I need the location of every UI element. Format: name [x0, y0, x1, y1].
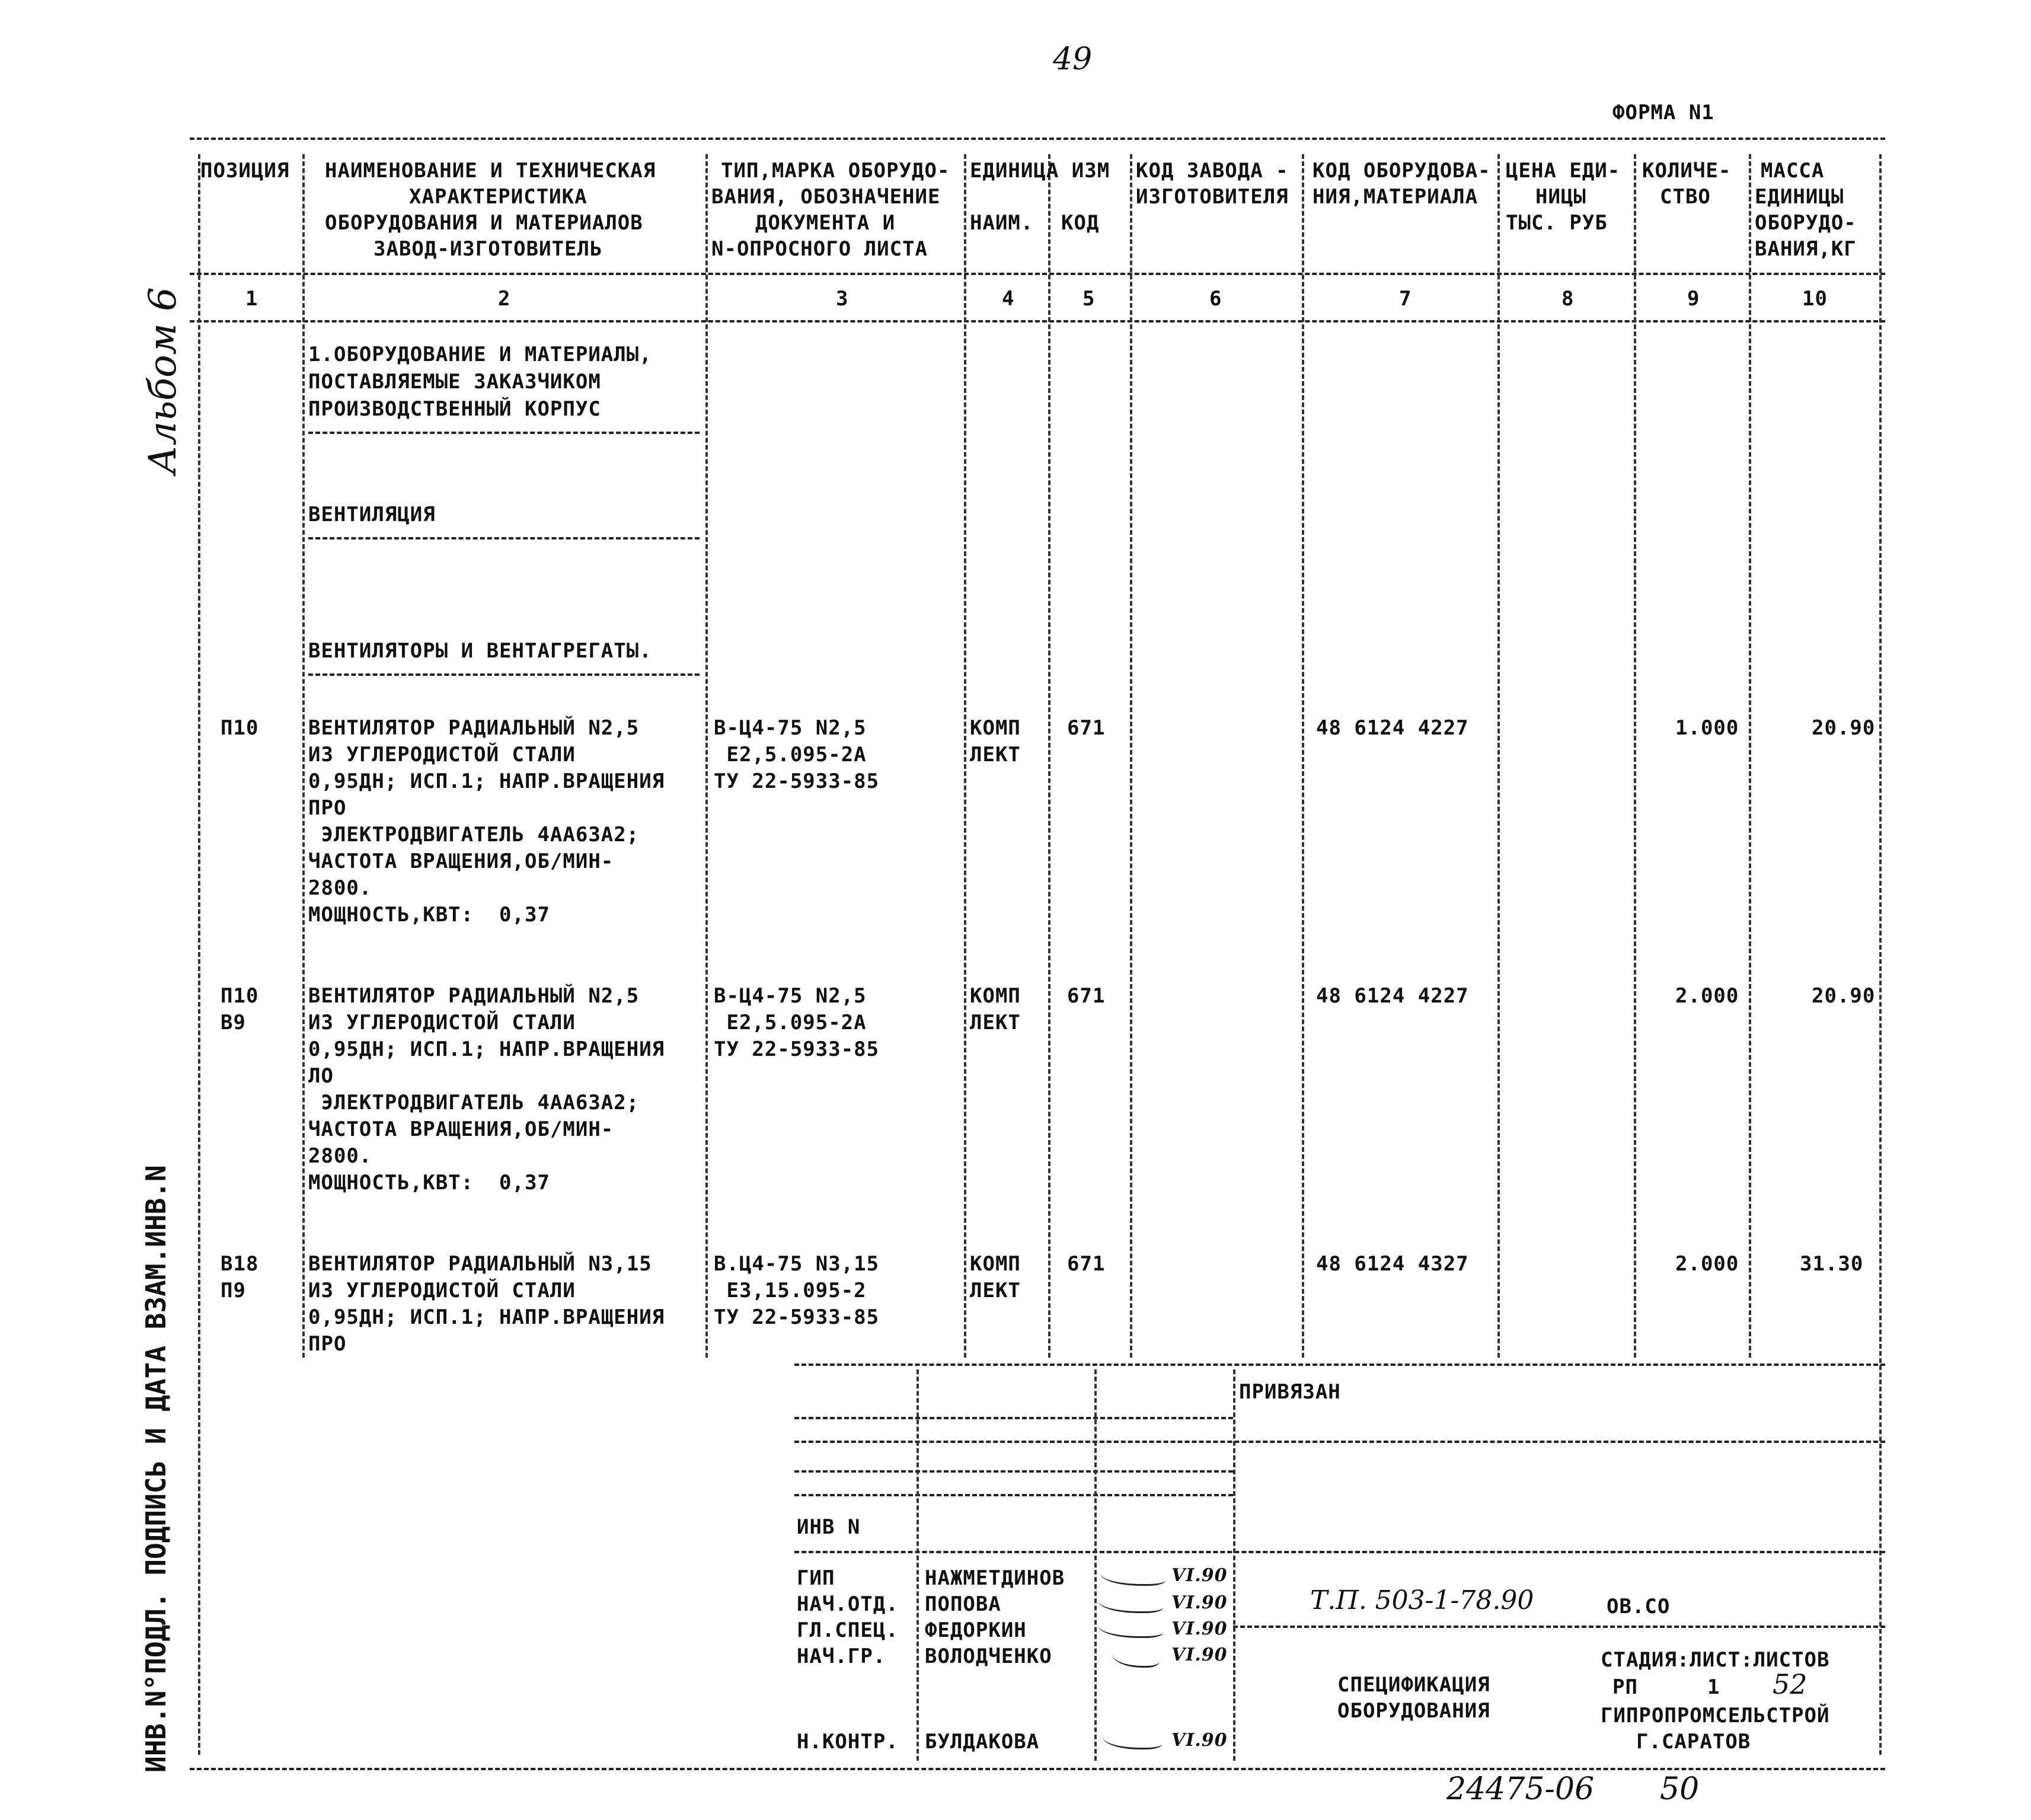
item-type-line: Е2,5.095-2А: [714, 743, 867, 767]
section-heading: ВЕНТИЛЯЦИЯ: [308, 503, 436, 526]
col-number: 9: [1687, 287, 1700, 311]
col-sep: [1048, 154, 1050, 1358]
item-type-line: ТУ 22-5933-85: [714, 1305, 880, 1329]
footer-page: 50: [1660, 1771, 1700, 1807]
stamp-sep: [1094, 1369, 1097, 1761]
item-unit: ЛЕКТ: [970, 1011, 1021, 1034]
item-name-line: ИЗ УГЛЕРОДИСТОЙ СТАЛИ: [308, 1279, 576, 1302]
item-type-line: Е2,5.095-2А: [714, 1011, 867, 1034]
item-unit: КОМП: [970, 984, 1021, 1008]
header-col10-line2: ЕДИНИЦЫ: [1755, 185, 1844, 209]
item-mass: 20.90: [1812, 716, 1876, 740]
stamp-sep: [1233, 1369, 1235, 1761]
col-sep: [1634, 154, 1636, 1358]
item-name-line: МОЩНОСТЬ,КВТ: 0,37: [308, 1171, 550, 1195]
table-bottom-line: [190, 1768, 1885, 1770]
header-unit-code: КОД: [1061, 211, 1100, 235]
col-sep: [1130, 154, 1132, 1358]
col-sep: [1749, 154, 1751, 1358]
item-mass: 31.30: [1800, 1252, 1864, 1276]
item-mass: 20.90: [1812, 984, 1876, 1008]
item-type-line: ТУ 22-5933-85: [714, 769, 880, 793]
item-unit: ЛЕКТ: [970, 1279, 1021, 1302]
col-sep: [964, 154, 966, 1358]
item-equip-code: 48 6124 4227: [1316, 716, 1469, 740]
project-code: Т.П. 503-1-78.90: [1310, 1585, 1534, 1615]
stamp-person: ПОПОВА: [925, 1592, 1001, 1616]
item-code: 671: [1067, 984, 1106, 1008]
item-name-line: 2800.: [308, 876, 372, 900]
col-number: 8: [1561, 287, 1575, 311]
privyazan-label: ПРИВЯЗАН: [1239, 1380, 1341, 1404]
stamp-sep: [916, 1369, 919, 1761]
header-col3-line3: ДОКУМЕНТА И: [755, 211, 896, 235]
form-label: ФОРМА N1: [1612, 101, 1714, 124]
item-name-line: ЭЛЕКТРОДВИГАТЕЛЬ 4АА63А2;: [308, 1091, 640, 1115]
stamp-line: [794, 1441, 1885, 1443]
item-code: 671: [1067, 716, 1106, 740]
stamp-date: VI.90: [1171, 1618, 1228, 1639]
item-type-line: ТУ 22-5933-85: [714, 1037, 880, 1061]
stage-header: СТАДИЯ:ЛИСТ:ЛИСТОВ: [1601, 1648, 1830, 1672]
stamp-role: ГИП: [797, 1566, 835, 1590]
header-col6-line2: ИЗГОТОВИТЕЛЯ: [1136, 185, 1289, 209]
section-heading: 1.ОБОРУДОВАНИЕ И МАТЕРИАЛЫ,: [308, 343, 652, 366]
col-number: 3: [836, 287, 849, 311]
header-col10-line3: ОБОРУДО-: [1755, 211, 1857, 235]
item-equip-code: 48 6124 4227: [1316, 984, 1469, 1008]
stamp-side-label: ИНВ.N°ПОДЛ. ПОДПИСЬ И ДАТА ВЗАМ.ИНВ.N: [140, 1165, 172, 1773]
item-position: П10: [221, 984, 259, 1008]
stamp-person: ФЕДОРКИН: [925, 1618, 1027, 1642]
item-position: В9: [221, 1011, 246, 1034]
item-name-line: ЛО: [308, 1064, 334, 1088]
doc-title: ОБОРУДОВАНИЯ: [1337, 1699, 1490, 1723]
item-name-line: 0,95ДН; ИСП.1; НАПР.ВРАЩЕНИЯ: [308, 1037, 665, 1061]
stamp-line: [1233, 1626, 1885, 1628]
sheet-value: 1: [1707, 1675, 1720, 1699]
col-number: 4: [1002, 287, 1015, 311]
header-col8-line3: ТЫС. РУБ: [1506, 211, 1608, 235]
sheets-value: 52: [1773, 1668, 1808, 1700]
col-sep: [1879, 154, 1882, 1755]
doc-code: ОВ.СО: [1607, 1595, 1671, 1618]
header-bottom-line: [190, 273, 1885, 275]
col-sep: [198, 154, 200, 1755]
footer-number: 24475-06: [1446, 1771, 1595, 1807]
item-name-line: МОЩНОСТЬ,КВТ: 0,37: [308, 903, 550, 927]
item-name-line: 2800.: [308, 1144, 372, 1168]
item-type-line: Е3,15.095-2: [714, 1279, 867, 1302]
section-underline: [308, 673, 700, 676]
album-label: Альбом 6: [141, 287, 185, 474]
item-name-line: ИЗ УГЛЕРОДИСТОЙ СТАЛИ: [308, 743, 576, 767]
col-sep: [1497, 154, 1500, 1358]
col-number: 2: [498, 287, 511, 311]
header-col6-line1: КОД ЗАВОДА -: [1136, 159, 1289, 183]
signature: [1100, 1566, 1165, 1586]
item-name-line: ЭЛЕКТРОДВИГАТЕЛЬ 4АА63А2;: [308, 823, 640, 847]
col-sep: [302, 154, 305, 1358]
stamp-date: VI.90: [1171, 1730, 1228, 1751]
header-col10-line4: ВАНИЯ,КГ: [1755, 237, 1857, 261]
col-number: 5: [1082, 287, 1096, 311]
stamp-line: [794, 1494, 1233, 1496]
signature: [1112, 1646, 1160, 1668]
stamp-date: VI.90: [1171, 1645, 1228, 1665]
stage-value: РП: [1612, 1675, 1638, 1699]
header-col2-line1: НАИМЕНОВАНИЕ И ТЕХНИЧЕСКАЯ: [325, 159, 656, 183]
header-col7-line2: НИЯ,МАТЕРИАЛА: [1313, 185, 1478, 209]
item-qty: 2.000: [1675, 1252, 1739, 1276]
stamp-person: ВОЛОДЧЕНКО: [925, 1645, 1052, 1668]
item-name-line: ВЕНТИЛЯТОР РАДИАЛЬНЫЙ N2,5: [308, 984, 640, 1008]
section-heading: ВЕНТИЛЯТОРЫ И ВЕНТАГРЕГАТЫ.: [308, 639, 652, 663]
col-sep: [1302, 154, 1304, 1358]
stamp-date: VI.90: [1171, 1592, 1228, 1613]
col-sep: [705, 154, 708, 1358]
header-col3-line1: ТИП,МАРКА ОБОРУДО-: [721, 159, 950, 183]
header-col1: ПОЗИЦИЯ: [200, 159, 290, 183]
header-col9-line1: КОЛИЧЕ-: [1642, 159, 1732, 183]
item-unit: КОМП: [970, 716, 1021, 740]
stamp-date: VI.90: [1171, 1565, 1228, 1586]
numbers-bottom-line: [190, 320, 1885, 323]
header-col9-line2: СТВО: [1660, 185, 1711, 209]
header-col2-line3: ОБОРУДОВАНИЯ И МАТЕРИАЛОВ: [325, 211, 643, 235]
section-underline: [308, 537, 700, 539]
header-col8-line2: НИЦЫ: [1535, 185, 1586, 209]
col-number: 6: [1209, 287, 1222, 311]
stamp-top-line: [794, 1364, 1885, 1366]
item-code: 671: [1067, 1252, 1106, 1276]
item-name-line: ПРО: [308, 796, 347, 820]
signature: [1098, 1594, 1163, 1613]
page-number: 49: [1053, 41, 1093, 77]
item-name-line: ИЗ УГЛЕРОДИСТОЙ СТАЛИ: [308, 1011, 576, 1034]
stamp-person: НАЖМЕТДИНОВ: [925, 1566, 1065, 1590]
org-city: Г.САРАТОВ: [1636, 1730, 1751, 1754]
section-heading: ПОСТАВЛЯЕМЫЕ ЗАКАЗЧИКОМ: [308, 370, 601, 394]
col-number: 10: [1802, 287, 1828, 311]
col-number: 7: [1399, 287, 1412, 311]
item-name-line: 0,95ДН; ИСП.1; НАПР.ВРАЩЕНИЯ: [308, 769, 665, 793]
item-qty: 1.000: [1675, 716, 1739, 740]
header-col10-line1: МАССА: [1761, 159, 1825, 183]
signature: [1098, 1618, 1163, 1638]
section-heading: ПРОИЗВОДСТВЕННЫЙ КОРПУС: [308, 397, 601, 421]
item-position: П9: [221, 1279, 246, 1302]
doc-title: СПЕЦИФИКАЦИЯ: [1337, 1673, 1490, 1697]
item-name-line: 0,95ДН; ИСП.1; НАПР.ВРАЩЕНИЯ: [308, 1305, 665, 1329]
item-name-line: ПРО: [308, 1332, 347, 1356]
stamp-role: Н.КОНТР.: [797, 1730, 899, 1754]
item-name-line: ВЕНТИЛЯТОР РАДИАЛЬНЫЙ N3,15: [308, 1252, 652, 1276]
stamp-role: НАЧ.ГР.: [797, 1645, 886, 1668]
signature: [1103, 1730, 1162, 1749]
stamp-role: ГЛ.СПЕЦ.: [797, 1618, 899, 1642]
item-type-line: В.Ц4-75 N3,15: [714, 1252, 880, 1276]
item-unit: ЛЕКТ: [970, 743, 1021, 767]
item-position: П10: [221, 716, 259, 740]
item-name-line: ВЕНТИЛЯТОР РАДИАЛЬНЫЙ N2,5: [308, 716, 640, 740]
header-unit-name: НАИМ.: [970, 211, 1034, 235]
item-type-line: В-Ц4-75 N2,5: [714, 984, 867, 1008]
item-name-line: ЧАСТОТА ВРАЩЕНИЯ,ОБ/МИН-: [308, 1117, 614, 1141]
item-equip-code: 48 6124 4327: [1316, 1252, 1469, 1276]
table-top-line: [190, 138, 1885, 140]
col-number: 1: [245, 287, 258, 311]
header-col2-line2: ХАРАКТЕРИСТИКА: [409, 185, 587, 209]
header-col3-line2: ВАНИЯ, ОБОЗНАЧЕНИЕ: [711, 185, 941, 209]
stamp-line: [794, 1417, 1233, 1419]
item-type-line: В-Ц4-75 N2,5: [714, 716, 867, 740]
inv-number-label: ИНВ N: [797, 1515, 861, 1539]
header-unit: ЕДИНИЦА ИЗМ: [970, 159, 1110, 183]
item-name-line: ЧАСТОТА ВРАЩЕНИЯ,ОБ/МИН-: [308, 850, 614, 873]
section-underline: [308, 432, 700, 434]
org-name: ГИПРОПРОМСЕЛЬСТРОЙ: [1601, 1704, 1830, 1728]
stamp-line: [794, 1470, 1233, 1473]
stamp-line: [794, 1551, 1885, 1553]
item-position: В18: [221, 1252, 259, 1276]
stamp-person: БУЛДАКОВА: [925, 1730, 1040, 1754]
header-col2-line4: ЗАВОД-ИЗГОТОВИТЕЛЬ: [373, 237, 603, 261]
item-unit: КОМП: [970, 1252, 1021, 1276]
header-col7-line1: КОД ОБОРУДОВА-: [1313, 159, 1491, 183]
header-col8-line1: ЦЕНА ЕДИ-: [1506, 159, 1621, 183]
header-col3-line4: N-ОПРОСНОГО ЛИСТА: [711, 237, 928, 261]
stamp-role: НАЧ.ОТД.: [797, 1592, 899, 1616]
item-qty: 2.000: [1675, 984, 1739, 1008]
